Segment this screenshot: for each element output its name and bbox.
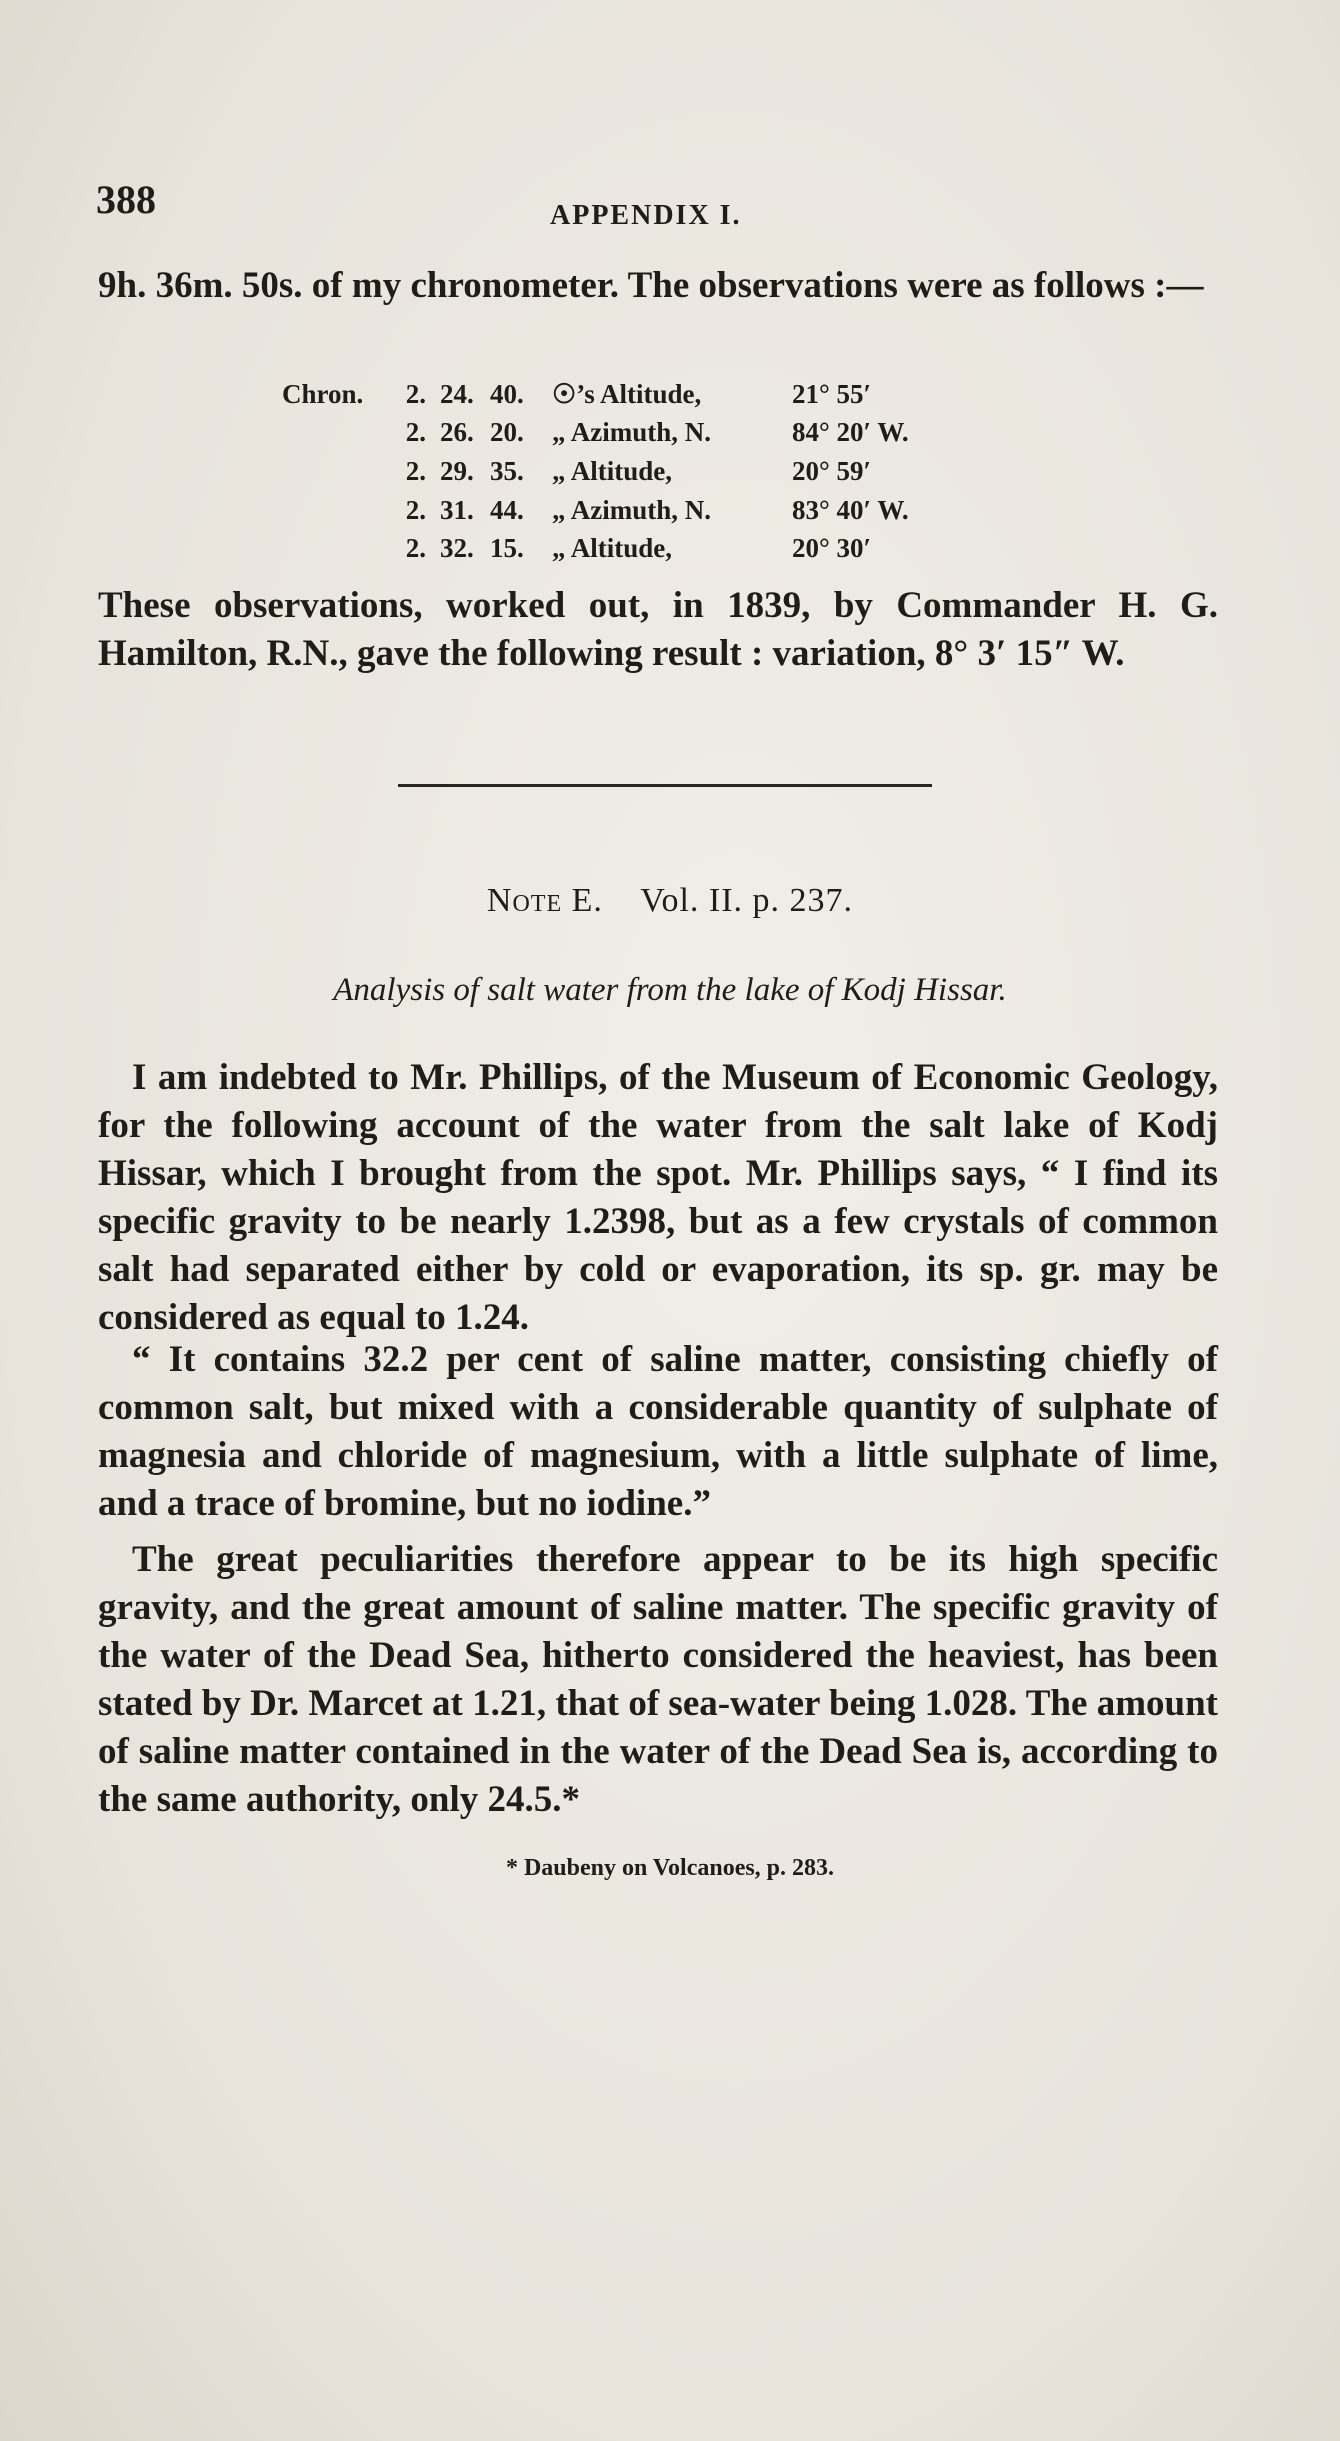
note-subtitle: Analysis of salt water from the lake of Kodj Hissar.	[333, 972, 1007, 1008]
observations-table	[282, 375, 972, 568]
observation-value: 20° 59′	[792, 455, 872, 486]
footnote: * Daubeny on Volcanoes, p. 283.	[505, 1855, 835, 1881]
observation-measure: ☉’s Altitude,	[552, 378, 702, 409]
observation-value: 20° 30′	[792, 533, 872, 564]
observation-measure: „ Azimuth, N.	[552, 417, 712, 448]
observation-seconds: 44.	[490, 494, 524, 525]
observation-value: 83° 40′ W.	[792, 494, 909, 525]
section-divider	[398, 784, 932, 787]
body-paragraph: The great peculiarities therefore appear to be its high specific gravity, and the great amount of saline matter. The specific gravity of the water of the Dead Sea, hitherto considered the heaviest, has been stated by Dr. Marcet at 1.21, that of sea-water being 1.028. The amount of saline matter contained in the water of the Dead Sea is, according to the same authority, only 24.5.*	[98, 1539, 1218, 1820]
observation-row	[282, 375, 972, 414]
intro-paragraph: 9h. 36m. 50s. of my chronometer. The observations were as follows :—	[98, 265, 1204, 306]
running-head: APPENDIX I.	[550, 200, 742, 231]
observation-seconds: 40.	[490, 378, 524, 409]
observation-hours: 2.	[405, 494, 426, 525]
note-label: Note E.	[486, 882, 603, 919]
observation-seconds: 15.	[490, 533, 524, 564]
page-header	[96, 176, 1216, 236]
body-paragraph: I am indebted to Mr. Phillips, of the Museum of Economic Geology, for the following account of the water from the salt lake of Kodj Hissar, which I brought from the spot. Mr. Phillips says, “ I find its specific gravity to be nearly 1.2398, but as a few crystals of common salt had separated either by cold or evaporation, its sp. gr. may be considered as equal to 1.24.	[98, 1057, 1218, 1338]
observation-measure: „ Azimuth, N.	[552, 494, 712, 525]
body-paragraph: “ It contains 32.2 per cent of saline matter, consisting chiefly of common salt, but mixed with a considerable quantity of sulphate of magnesia and chloride of magnesium, with a little sulphate of lime, and a trace of bromine, but no iodine.”	[98, 1339, 1218, 1524]
observation-minutes: 32.	[440, 533, 474, 564]
observation-seconds: 35.	[490, 455, 524, 486]
note-heading	[0, 882, 1340, 920]
observation-label	[282, 491, 384, 530]
observation-row	[282, 529, 972, 568]
observation-label	[282, 414, 384, 453]
observation-value: 84° 20′ W.	[792, 417, 909, 448]
observation-seconds: 20.	[490, 417, 524, 448]
observation-minutes: 31.	[440, 494, 474, 525]
observation-minutes: 26.	[440, 417, 474, 448]
observation-hours: 2.	[405, 417, 426, 448]
observation-minutes: 24.	[440, 378, 474, 409]
observation-measure: „ Altitude,	[552, 455, 673, 486]
observation-hours: 2.	[405, 378, 426, 409]
observation-row	[282, 414, 972, 453]
observation-minutes: 29.	[440, 455, 474, 486]
observation-label	[282, 452, 384, 491]
observation-hours: 2.	[405, 455, 426, 486]
observation-hours: 2.	[405, 533, 426, 564]
observation-row	[282, 452, 972, 491]
observation-label	[282, 529, 384, 568]
observation-measure: „ Altitude,	[552, 533, 673, 564]
observation-row	[282, 491, 972, 530]
observation-value: 21° 55′	[792, 378, 872, 409]
note-reference: Vol. II. p. 237.	[640, 882, 854, 919]
observation-label: Chron.	[282, 378, 364, 409]
page-number: 388	[96, 177, 156, 222]
result-paragraph: These observations, worked out, in 1839, by Commander H. G. Hamilton, R.N., gave the following result : variation, 8° 3′ 15″ W.	[98, 585, 1218, 674]
